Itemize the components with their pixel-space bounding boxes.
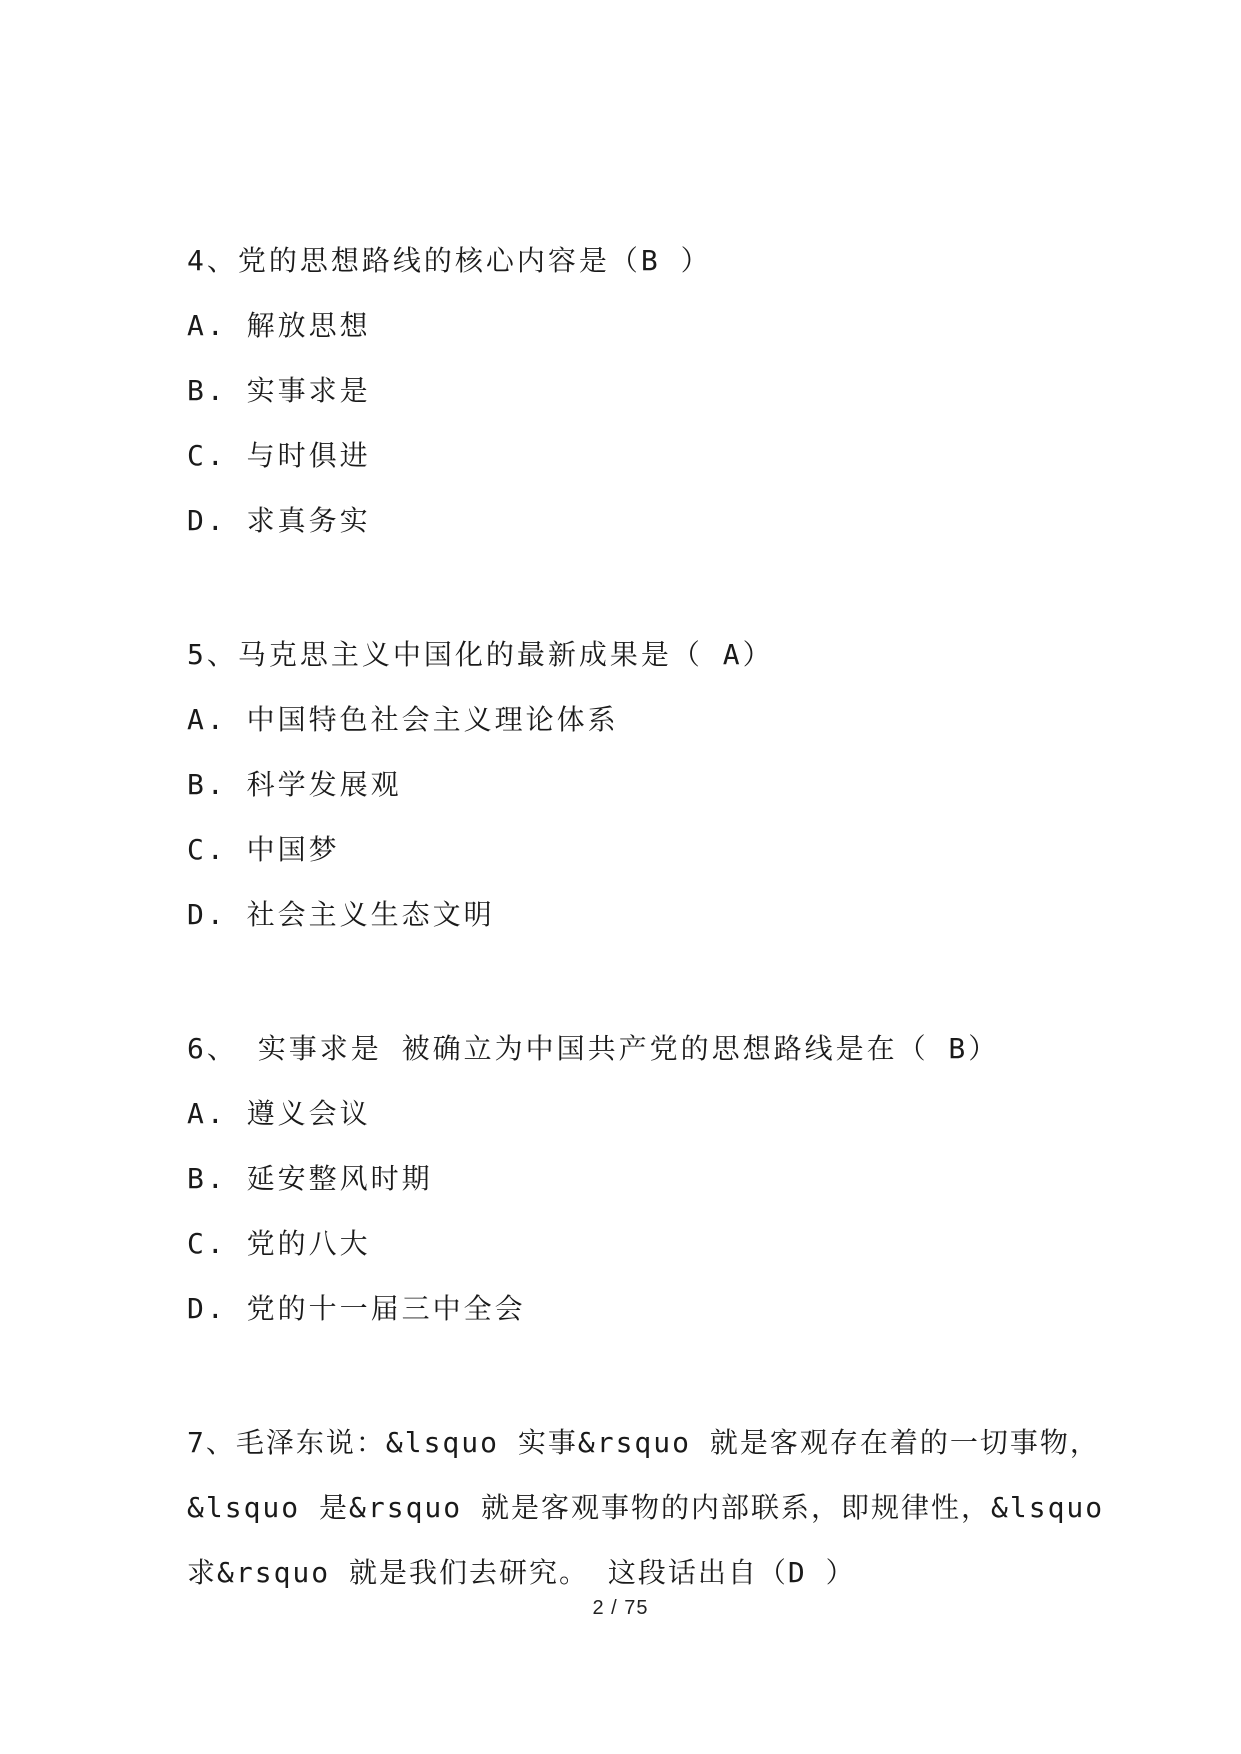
question-stem-line: 求&rsquo 就是我们去研究。 这段话出自（D ）	[187, 1556, 856, 1589]
option-d: D. 党的十一届三中全会	[187, 1292, 526, 1325]
question-stem-line: 7、毛泽东说：&lsquo 实事&rsquo 就是客观存在着的一切事物，	[187, 1426, 1100, 1459]
option-a: A. 中国特色社会主义理论体系	[187, 703, 619, 736]
page-indicator: 2 / 75	[592, 1597, 649, 1619]
question-stem: 6、 实事求是 被确立为中国共产党的思想路线是在（ B）	[187, 1032, 1000, 1065]
question-7	[187, 1410, 1105, 1605]
question-5	[187, 622, 1067, 947]
page-content	[187, 228, 1105, 1674]
option-c: C. 中国梦	[187, 833, 340, 866]
option-d: D. 求真务实	[187, 504, 371, 537]
option-c: C. 与时俱进	[187, 439, 371, 472]
option-d: D. 社会主义生态文明	[187, 898, 495, 931]
question-stem-line: &lsquo 是&rsquo 就是客观事物的内部联系，即规律性，&lsquo	[187, 1491, 1105, 1524]
option-c: C. 党的八大	[187, 1227, 371, 1260]
option-a: A. 遵义会议	[187, 1097, 371, 1130]
question-4	[187, 228, 1067, 553]
question-6	[187, 1016, 1067, 1341]
option-b: B. 科学发展观	[187, 768, 402, 801]
question-stem: 5、马克思主义中国化的最新成果是（ A）	[187, 638, 774, 671]
question-stem: 4、党的思想路线的核心内容是（B ）	[187, 244, 712, 277]
option-b: B. 延安整风时期	[187, 1162, 433, 1195]
option-a: A. 解放思想	[187, 309, 371, 342]
option-b: B. 实事求是	[187, 374, 371, 407]
